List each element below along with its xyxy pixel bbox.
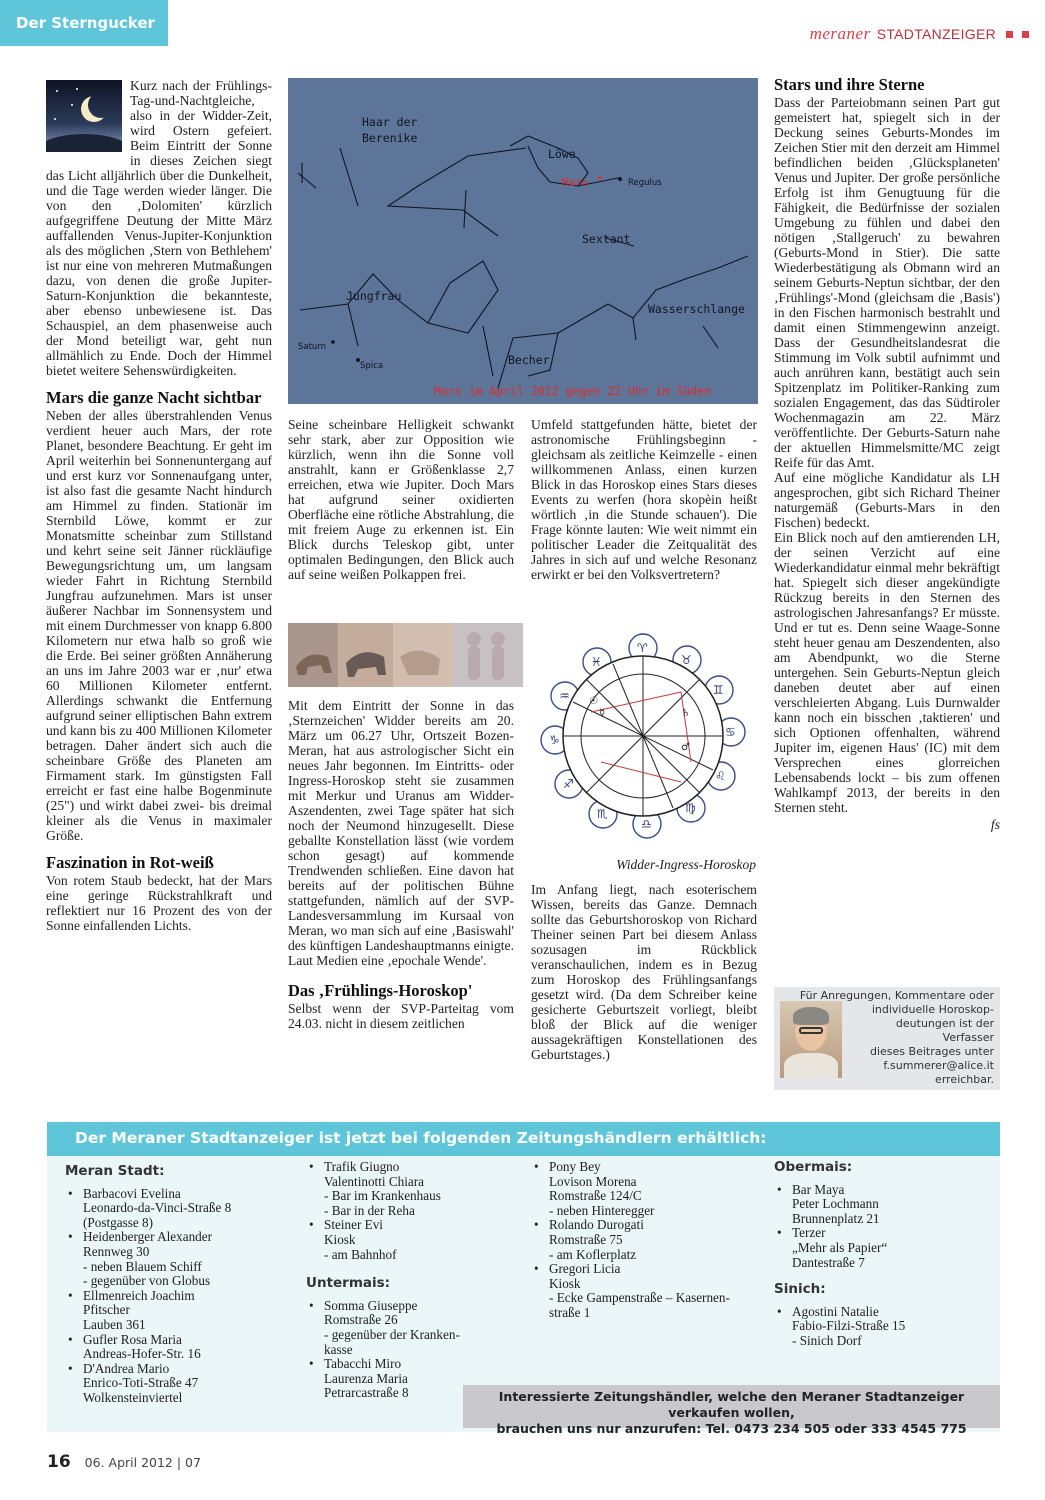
obermais-list	[774, 1183, 994, 1271]
dealer-detail: „Mehr als Papier“	[792, 1239, 888, 1255]
dealer-detail: Laurenza Maria	[324, 1370, 408, 1386]
dealer-item	[531, 1218, 761, 1262]
label-saturn: Saturn	[298, 342, 327, 352]
dealers-col-3	[531, 1160, 761, 1321]
meran-list	[65, 1187, 285, 1406]
issue-date: 06. April 2012 | 07	[84, 1455, 201, 1470]
dealer-name: • D'Andrea Mario	[83, 1360, 170, 1376]
dealer-name: • Ellmenreich Joachim	[83, 1287, 195, 1303]
label-regulus: Regulus	[628, 178, 662, 188]
section-title: Der Sterngucker	[16, 14, 155, 32]
faszination-heading: Faszination in Rot-weiß	[46, 853, 214, 872]
dealer-name: • Barbacovi Evelina	[83, 1185, 181, 1201]
column-4	[774, 76, 1000, 832]
author-line: Für Anregungen, Kommentare oder	[799, 989, 994, 1002]
author-box	[774, 987, 1000, 1090]
horoscope-chart	[531, 632, 756, 852]
dealer-detail: Kiosk	[324, 1231, 356, 1247]
dealer-name: • Bar Maya	[792, 1181, 845, 1197]
skymap-caption: Mars im April 2012 gegen 22 Uhr im Süden	[434, 384, 711, 398]
dealer-detail: Kiosk	[549, 1275, 581, 1291]
brand-stadtanzeiger: STADTANZEIGER	[876, 26, 996, 42]
section-tab	[0, 0, 168, 46]
dealer-detail: - gegenüber der Kranken-	[324, 1326, 460, 1342]
dealer-name: • Terzer	[792, 1225, 826, 1241]
dealer-name: • Agostini Natalie	[792, 1303, 879, 1319]
svg-text:♈: ♈	[637, 641, 648, 655]
dealer-detail: Lovison Morena	[549, 1173, 637, 1189]
author-email[interactable]: f.summerer@alice.it	[883, 1059, 994, 1072]
svg-text:♉: ♉	[681, 653, 692, 667]
column-2-lower	[288, 698, 514, 1031]
notice-line-1: Interessierte Zeitungshändler, welche den Meraner Stadtanzeiger verkaufen wollen,	[498, 1389, 965, 1420]
obermais-heading: Obermais:	[774, 1159, 853, 1175]
author-line: deutungen ist der Verfasser	[895, 1017, 994, 1044]
dealer-item	[774, 1183, 994, 1227]
mars-text: Neben der alles überstrahlenden Venus verdient heuer auch Mars, der rote Planet, besondere Beachtung. Er geht im April weiterhin bei Sonnenuntergang auf und erst kurz vor Sonnenaufgang unter, ist also fast die gesamte Nacht hindurch am Himmel zu finden. Stationär im Sternbild Löwe, kommt er zur Monatsmitte scheinbar zum Stillstand und kehrt seine seit Jänner rückläufige Bewegungsrichtung um, um langsam wieder Fahrt in Richtung Sternbild Jungfrau aufzunehmen. Mars ist unser äußerer Nachbar im Sonnensystem und mit einem Durchmesser von knapp 6.800 Kilometern nur etwa halb so groß wie die Erde. Bei seiner größten Annäherung an uns im Jahre 2003 war er ‚nur' etwa 60 Millionen Kilometer entfernt. Allerdings schwankt die Entfernung aufgrund seiner elliptischen Bahn extrem und kann bis zu 400 Millionen Kilometer betragen. Daher ändert sich auch die scheinbare Größe des Planeten am Firmament stark. Im günstigsten Fall erreicht er fast eine halbe Bogenminute (25") und wirkt dabei zwei- bis dreimal kleiner als die Venus in maximaler Größe.	[46, 408, 272, 843]
dealer-item	[774, 1226, 994, 1270]
dealer-name: • Trafik Giugno	[324, 1159, 400, 1174]
dealer-name: • Rolando Durogati	[549, 1217, 644, 1233]
dealer-detail: - Bar im Krankenhaus	[324, 1188, 441, 1204]
sinich-heading: Sinich:	[774, 1281, 826, 1298]
dealer-detail: Peter Lochmann	[792, 1196, 879, 1212]
label-wasserschlange: Wasserschlange	[648, 302, 745, 316]
svg-text:♍: ♍	[685, 801, 696, 815]
dealer-detail: Enrico-Toti-Straße 47	[83, 1375, 199, 1391]
meran-stadt-heading: Meran Stadt:	[65, 1163, 165, 1179]
eintritt-text: Mit dem Eintritt der Sonne in das ‚Sternzeichen' Widder bereits am 20. März um 06.27 Uhr, Ortszeit Bozen-Meran, hat aus astrologischer Sicht ein neues Jahr begonnen. Im Eintritts- oder Ingress-Horoskop steht sie zusammen mit Merkur und Uranus am Widder-Aszendenten, zwei Tage später hat sich noch der Neumond hinzugesellt. Diese geballte Konstellation lässt (wie vordem schon gesagt) auf kommende Trendwenden schließen. Eine davon hat bereits auf der politischen Bühne stattgefunden, nämlich auf der SVP-Landesversammlung im Kursaal von Meran, wo man sich auf eine ‚Basiswahl' des künftigen Landeshauptmanns einigte. Laut Medien eine ‚epochale Wende'.	[288, 698, 514, 968]
dealer-item	[65, 1289, 285, 1333]
moon-icon	[46, 80, 122, 152]
dealer-detail: Rennweg 30	[83, 1243, 150, 1259]
dealer-detail: - gegenüber von Globus	[83, 1273, 211, 1289]
dealer-detail: Dantestraße 7	[792, 1254, 865, 1270]
stars-text-1: Dass der Parteiobmann seinen Part gut gemeistert hat, spiegelt sich in der Deckung seines Geburts-Mondes im Zeichen Stier mit den derzeit am Himmel befindlichen beiden ‚Glücksplaneten' Venus und Jupiter. Der große persönliche Erfolg ist ihm Genugtuung für die Fähigkeit, die Bedürfnisse der sozialen Umgebung zu fühlen und dabei den nötigen ‚Stallgeruch' zu bewahren (Geburts-Mond in Stier). Die satte Wiederbestätigung als Obmann wird an seinem Geburts-Neptun sichtbar, der den ‚Frühlings'-Mond (gleichsam die ‚Basis') in den Fischen harmonisch bestrahlt und damit einen Stimmengewinn anzeigt. Dass der Gesundheitslandesrat die Stimmung im Volk subtil aufnimmt und auch anrühren kann, bestätigt auch sein Spitzenplatz im Politiker-Ranking zum sozialen Engagement, das das Südtiroler Wochenmagazin am 22. März veröffentlichte. Der Geburts-Saturn nahe der aktuellen Himmelsmitte/MC zeigt Reife für das Amt.	[774, 95, 1000, 470]
dealer-name: • Somma Giuseppe	[324, 1297, 418, 1313]
dealer-detail: - neben Hinteregger	[549, 1202, 655, 1218]
stars-text-3: Ein Blick noch auf den amtierenden LH, der seinen Verzicht auf eine Wiederkandidatur einmal mehr bekräftigt hat. Spiegelt sich dieser angekündigte Rückzug bereits in den Sternen des astrologischen Jahresanfangs? Er müsste. Und er tut es. Denn seine Waage-Sonne steht heuer genau am Deszendenten, also am Abendpunkt, wo die Sterne untergehen. Sein Geburts-Neptun gleich daneben deutet aber auf einen verschleierten Abgang. Luis Durnwalder kann noch ein bisschen ‚taktieren' und sich Optionen offenhalten, während Jupiter im, eigenen Haus' (IC) mit dem Versprechen eines glorreichen Lebensabends lockt – bis zum offenen Wahlkampf 2013, der bereits in den Sternen steht.	[774, 530, 1000, 815]
dealer-detail: Romstraße 26	[324, 1312, 398, 1328]
label-sextant: Sextant	[582, 232, 631, 246]
dealer-detail: - am Bahnhof	[324, 1246, 397, 1262]
dealer-detail: Leonardo-da-Vinci-Straße 8	[83, 1200, 232, 1216]
column-3	[531, 417, 757, 582]
dealer-detail: Valentinotti Chiara	[324, 1173, 424, 1189]
svg-text:♓: ♓	[591, 655, 602, 669]
dealer-name: • Gregori Licia	[549, 1261, 621, 1277]
stars-text-2: Auf eine mögliche Kandidatur als LH angesprochen, gibt sich Richard Theiner naturgemäß (Geburts-Mars in den Fischen) bedeckt.	[774, 470, 1000, 530]
dealer-detail: Pfitscher	[83, 1302, 130, 1318]
brand-meraner: meraner	[809, 24, 871, 43]
column-3-lower	[531, 882, 757, 1062]
svg-text:☿: ☿	[599, 708, 606, 719]
dealer-item	[65, 1333, 285, 1362]
dealer-name: • Pony Bey	[549, 1159, 601, 1174]
dealers-col-4	[774, 1160, 994, 1349]
column-2	[288, 417, 514, 582]
dealer-detail: (Postgasse 8)	[83, 1214, 153, 1230]
helligkeit-text: Seine scheinbare Helligkeit schwankt sehr stark, aber zur Opposition wie kürzlich, wenn ihn die Sonne voll anstrahlt, kann er Größenklasse 2,7 erreichen, etwa wie Jupiter. Doch Mars hat aufgrund seiner oxidierten Oberfläche eine rötliche Abstrahlung, die mit freiem Auge zu erkennen ist. Ein Blick durchs Teleskop gibt, unter optimalen Bedingungen, den Blick auch auf seine weißen Polkappen frei.	[288, 417, 514, 582]
svg-text:♊: ♊	[713, 683, 724, 697]
dealer-detail: Romstraße 124/C	[549, 1188, 642, 1204]
author-line: erreichbar.	[935, 1073, 994, 1086]
dealer-detail: - Bar in der Reha	[324, 1202, 415, 1218]
dealer-item	[531, 1262, 761, 1320]
brand-square	[1006, 31, 1013, 38]
dealer-item	[65, 1187, 285, 1231]
signature: fs	[990, 817, 1000, 832]
mars-heading: Mars die ganze Nacht sichtbar	[46, 388, 262, 407]
stars-heading: Stars und ihre Sterne	[774, 75, 925, 94]
umfeld-text: Umfeld stattgefunden hätte, bietet der astronomische Frühlingsbeginn - gleichsam als zeitliche Keimzelle - einen willkommenen Anlass, einen kurzen Blick in das Horoskop eines Stars dieses Events zu werfen (hora skopèin heißt wörtlich ‚in die Stunde schauen'). Die Frage könnte lauten: Wie weit nimmt ein politischer Leader die Zeitqualität des Jahres in sich auf und welche Resonanz erwirkt er bei den Volksvertretern?	[531, 417, 757, 582]
label-loewe: Löwe	[548, 147, 576, 161]
svg-text:♄: ♄	[681, 708, 690, 719]
author-line: individuelle Horoskop-	[871, 1003, 994, 1016]
fruehlings-horoskop-heading: Das ‚Frühlings-Horoskop'	[288, 981, 473, 1000]
svg-text:♏: ♏	[597, 807, 608, 821]
svg-text:♑: ♑	[549, 733, 560, 747]
masthead	[810, 24, 1029, 44]
dealer-detail: - am Koflerplatz	[549, 1246, 637, 1262]
dealers-banner: Der Meraner Stadtanzeiger ist jetzt bei folgenden Zeitungshändlern erhältlich:	[47, 1122, 1000, 1156]
zodiac-image	[288, 623, 523, 687]
label-spica: Spica	[360, 361, 384, 371]
svg-text:♂: ♂	[681, 742, 690, 753]
dealer-detail: straße 1	[549, 1304, 591, 1320]
fruehlings-horoskop-text: Selbst wenn der SVP-Parteitag vom 24.03. nicht in diesem zeitlichen	[288, 1001, 514, 1031]
dealer-detail: Brunnenplatz 21	[792, 1210, 880, 1226]
svg-text:♋: ♋	[725, 725, 736, 739]
col3-list	[531, 1160, 761, 1321]
brand-square	[1022, 31, 1029, 38]
dealer-item	[65, 1362, 285, 1406]
faszination-text: Von rotem Staub bedeckt, hat der Mars eine geringe Rückstrahlkraft und reflektiert nur 16 Prozent des von der Sonne einfallenden Lichts.	[46, 873, 272, 933]
dealer-item	[65, 1230, 285, 1288]
dealer-detail: Petrarcastraße 8	[324, 1385, 409, 1401]
dealer-item	[306, 1218, 496, 1262]
dealer-detail: Fabio-Filzi-Straße 15	[792, 1318, 906, 1334]
author-line: dieses Beitrages unter	[869, 1045, 994, 1058]
dealer-detail: - Sinich Dorf	[792, 1332, 862, 1348]
dealer-item	[306, 1160, 496, 1218]
author-photo	[780, 1001, 842, 1078]
dealers-col-2	[306, 1160, 496, 1401]
notice-line-2: brauchen uns nur anzurufen: Tel. 0473 234 505 oder 333 4545 775	[496, 1421, 967, 1436]
dealer-item	[531, 1160, 761, 1218]
page-number: 16	[47, 1452, 71, 1472]
dealer-detail: kasse	[324, 1341, 353, 1357]
dealer-item	[774, 1305, 994, 1349]
label-becher: Becher	[508, 353, 550, 367]
column-1	[46, 78, 272, 933]
anfang-text: Im Anfang liegt, nach esoterischem Wissen, bereits das Ganze. Demnach sollte das Geburtshoroskop von Richard Theiner seinen Part bei diesem Anlass sozusagen im Rückblick veranschaulichen, indem es in Bezug zum Horoskop des Frühlingsanfangs gesetzt wird. (Da dem Schreiber keine gesicherte Geburtszeit vorliegt, bleibt bloß der Blick auf die weniger aussagekräftigen Konstellationen des Geburtstages.)	[531, 882, 757, 1062]
label-berenike: Berenike	[362, 131, 418, 145]
dealer-name: • Tabacchi Miro	[324, 1356, 402, 1372]
dealer-name: • Heidenberger Alexander	[83, 1229, 213, 1245]
dealer-detail: Lauben 361	[83, 1316, 146, 1332]
dealer-detail: Romstraße 75	[549, 1231, 623, 1247]
label-jungfrau: Jungfrau	[346, 289, 402, 303]
dealer-detail: Andreas-Hofer-Str. 16	[83, 1346, 201, 1362]
col2-list	[306, 1160, 496, 1262]
dealer-item	[306, 1299, 496, 1357]
dealers-col-1	[65, 1164, 285, 1406]
dealer-name: • Gufler Rosa Maria	[83, 1331, 182, 1347]
svg-text:♎: ♎	[641, 817, 652, 831]
svg-text:☉: ☉	[589, 696, 598, 707]
dealer-detail: - neben Blauem Schiff	[83, 1258, 202, 1274]
horoscope-caption: Widder-Ingress-Horoskop	[616, 857, 756, 872]
svg-text:♒: ♒	[559, 689, 570, 703]
untermais-heading: Untermais:	[306, 1275, 391, 1292]
label-mars: Mars	[562, 176, 589, 189]
dealer-notice	[463, 1385, 1000, 1436]
dealer-detail: - Ecke Gampenstraße – Kasernen-	[549, 1290, 730, 1306]
page-footer	[47, 1452, 201, 1472]
dealer-detail: Wolkensteinviertel	[83, 1389, 183, 1405]
sinich-list	[774, 1305, 994, 1349]
label-haar-der: Haar der	[362, 115, 418, 129]
svg-text:♐: ♐	[563, 777, 574, 791]
intro-text: Kurz nach der Frühlings-Tag-und-Nachtgleiche, also in der Widder-Zeit, wird Ostern gefeiert. Beim Eintritt der Sonne in dieses Zeichen siegt das Licht alljährlich über die Dunkelheit, und die Tage werden wieder länger. Die von den ‚Dolomiten' kürzlich aufgegriffene Deutung der Mitte März auffallenden Venus-Jupiter-Konjunktion als des möglichen ‚Stern von Bethlehem' ist nur eine von mehreren Mutmaßungen dazu, von denen die große Jupiter-Saturn-Konjunktion die bekannteste, aber ebenso unbewiesene ist. Das Schauspiel, an dem phasenweise auch der Mond beteiligt war, geht nun allmählich zu Ende. Doch der Himmel bietet weitere Sehenswürdigkeiten.	[46, 78, 272, 378]
svg-text:♌: ♌	[715, 769, 726, 783]
dealer-name: • Steiner Evi	[324, 1217, 383, 1233]
sky-map	[288, 78, 758, 404]
